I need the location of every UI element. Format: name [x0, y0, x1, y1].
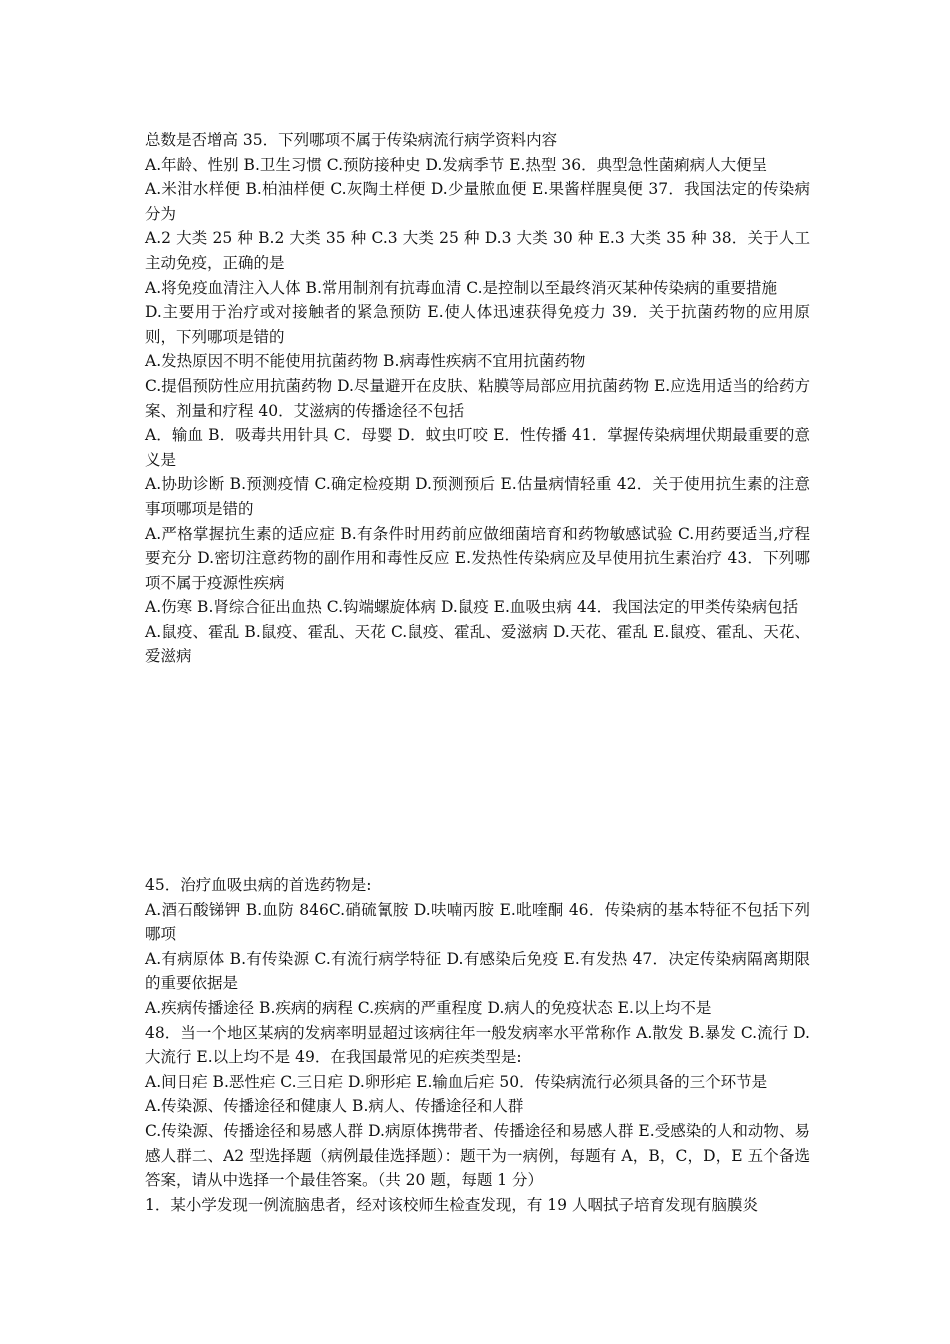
text-line: A.米泔水样便 B.柏油样便 C.灰陶土样便 D.少量脓血便 E.果酱样腥臭便 37．我国法定的传染病分为: [145, 180, 810, 223]
text-line: A.年龄、性别 B.卫生习惯 C.预防接种史 D.发病季节 E.热型 36．典型急性菌痢病人大便呈: [145, 155, 768, 174]
text-line: A.间日疟 B.恶性疟 C.三日疟 D.卵形疟 E.输血后疟 50．传染病流行必须具备的三个环节是: [145, 1072, 768, 1091]
text-line: C.提倡预防性应用抗菌药物 D.尽量避开在皮肤、粘膜等局部应用抗菌药物 E.应选用适当的给药方案、剂量和疗程 40．艾滋病的传播途径不包括: [145, 376, 810, 420]
text-block-lower: [145, 873, 810, 1217]
text-block-upper: [145, 128, 810, 669]
text-line: A.伤寒 B.肾综合征出血热 C.钩端螺旋体病 D.鼠疫 E.血吸虫病 44．我国法定的甲类传染病包括: [145, 598, 799, 617]
text-line: A.严格掌握抗生素的适应症 B.有条件时用药前应做细菌培育和药物敏感试验 C.用药要适当,疗程要充分 D.密切注意药物的副作用和毒性反应 E.发热性传染病应及早使用抗生素治疗 43．下列哪项不属于疫源性疾病: [145, 524, 810, 592]
text-line: C.传染源、传播途径和易感人群 D.病原体携带者、传播途径和易感人群 E.受感染的人和动物、易感人群二、A2 型选择题（病例最佳选择题）：题干为一病例，每题有 A，B，C，D，E 五个备选答案，请从中选择一个最佳答案。（共 20 题，每题 1 分）: [145, 1121, 810, 1190]
text-line: A.2 大类 25 种 B.2 大类 35 种 C.3 大类 25 种 D.3 大类 30 种 E.3 大类 35 种 38．关于人工主动免疫，正确的是: [145, 229, 810, 272]
text-line: A.发热原因不明不能使用抗菌药物 B.病毒性疾病不宜用抗菌药物: [145, 352, 586, 371]
text-line: A.传染源、传播途径和健康人 B.病人、传播途径和人群: [145, 1097, 524, 1116]
text-line: 48．当一个地区某病的发病率明显超过该病往年一般发病率水平常称作 A.散发 B.暴发 C.流行 D.大流行 E.以上均不是 49．在我国最常见的疟疾类型是:: [145, 1023, 810, 1067]
text-line: A.酒石酸锑钾 B.血防 846C.硝硫氰胺 D.呋喃丙胺 E.吡喹酮 46．传染病的基本特征不包括下列哪项: [145, 900, 810, 944]
text-line: 1．某小学发现一例流脑患者，经对该校师生检查发现，有 19 人咽拭子培育发现有脑膜炎: [145, 1195, 758, 1214]
text-line: A.有病原体 B.有传染源 C.有流行病学特征 D.有感染后免疫 E.有发热 47．决定传染病隔离期限的重要依据是: [145, 949, 810, 993]
text-line: A.疾病传播途径 B.疾病的病程 C.疾病的严重程度 D.病人的免疫状态 E.以上均不是: [145, 998, 712, 1017]
text-line: A.将免疫血清注入人体 B.常用制剂有抗毒血清 C.是控制以至最终消灭某种传染病的重要措施: [145, 278, 778, 297]
text-line: 45．治疗血吸虫病的首选药物是:: [145, 876, 372, 894]
text-line: A．输血 B．吸毒共用针具 C．母婴 D．蚊虫叮咬 E．性传播 41．掌握传染病埋伏期最重要的意义是: [145, 426, 810, 469]
text-line: A.鼠疫、霍乱 B.鼠疫、霍乱、天花 C.鼠疫、霍乱、爱滋病 D.天花、霍乱 E.鼠疫、霍乱、天花、爱滋病: [145, 622, 810, 666]
text-line: D.主要用于治疗或对接触者的紧急预防 E.使人体迅速获得免疫力 39．关于抗菌药物的应用原则，下列哪项是错的: [145, 303, 810, 346]
text-line: A.协助诊断 B.预测疫情 C.确定检疫期 D.预测预后 E.估量病情轻重 42．关于使用抗生素的注意事项哪项是错的: [145, 475, 810, 518]
text-line: 总数是否增高 35．下列哪项不属于传染病流行病学资料内容: [145, 131, 558, 149]
